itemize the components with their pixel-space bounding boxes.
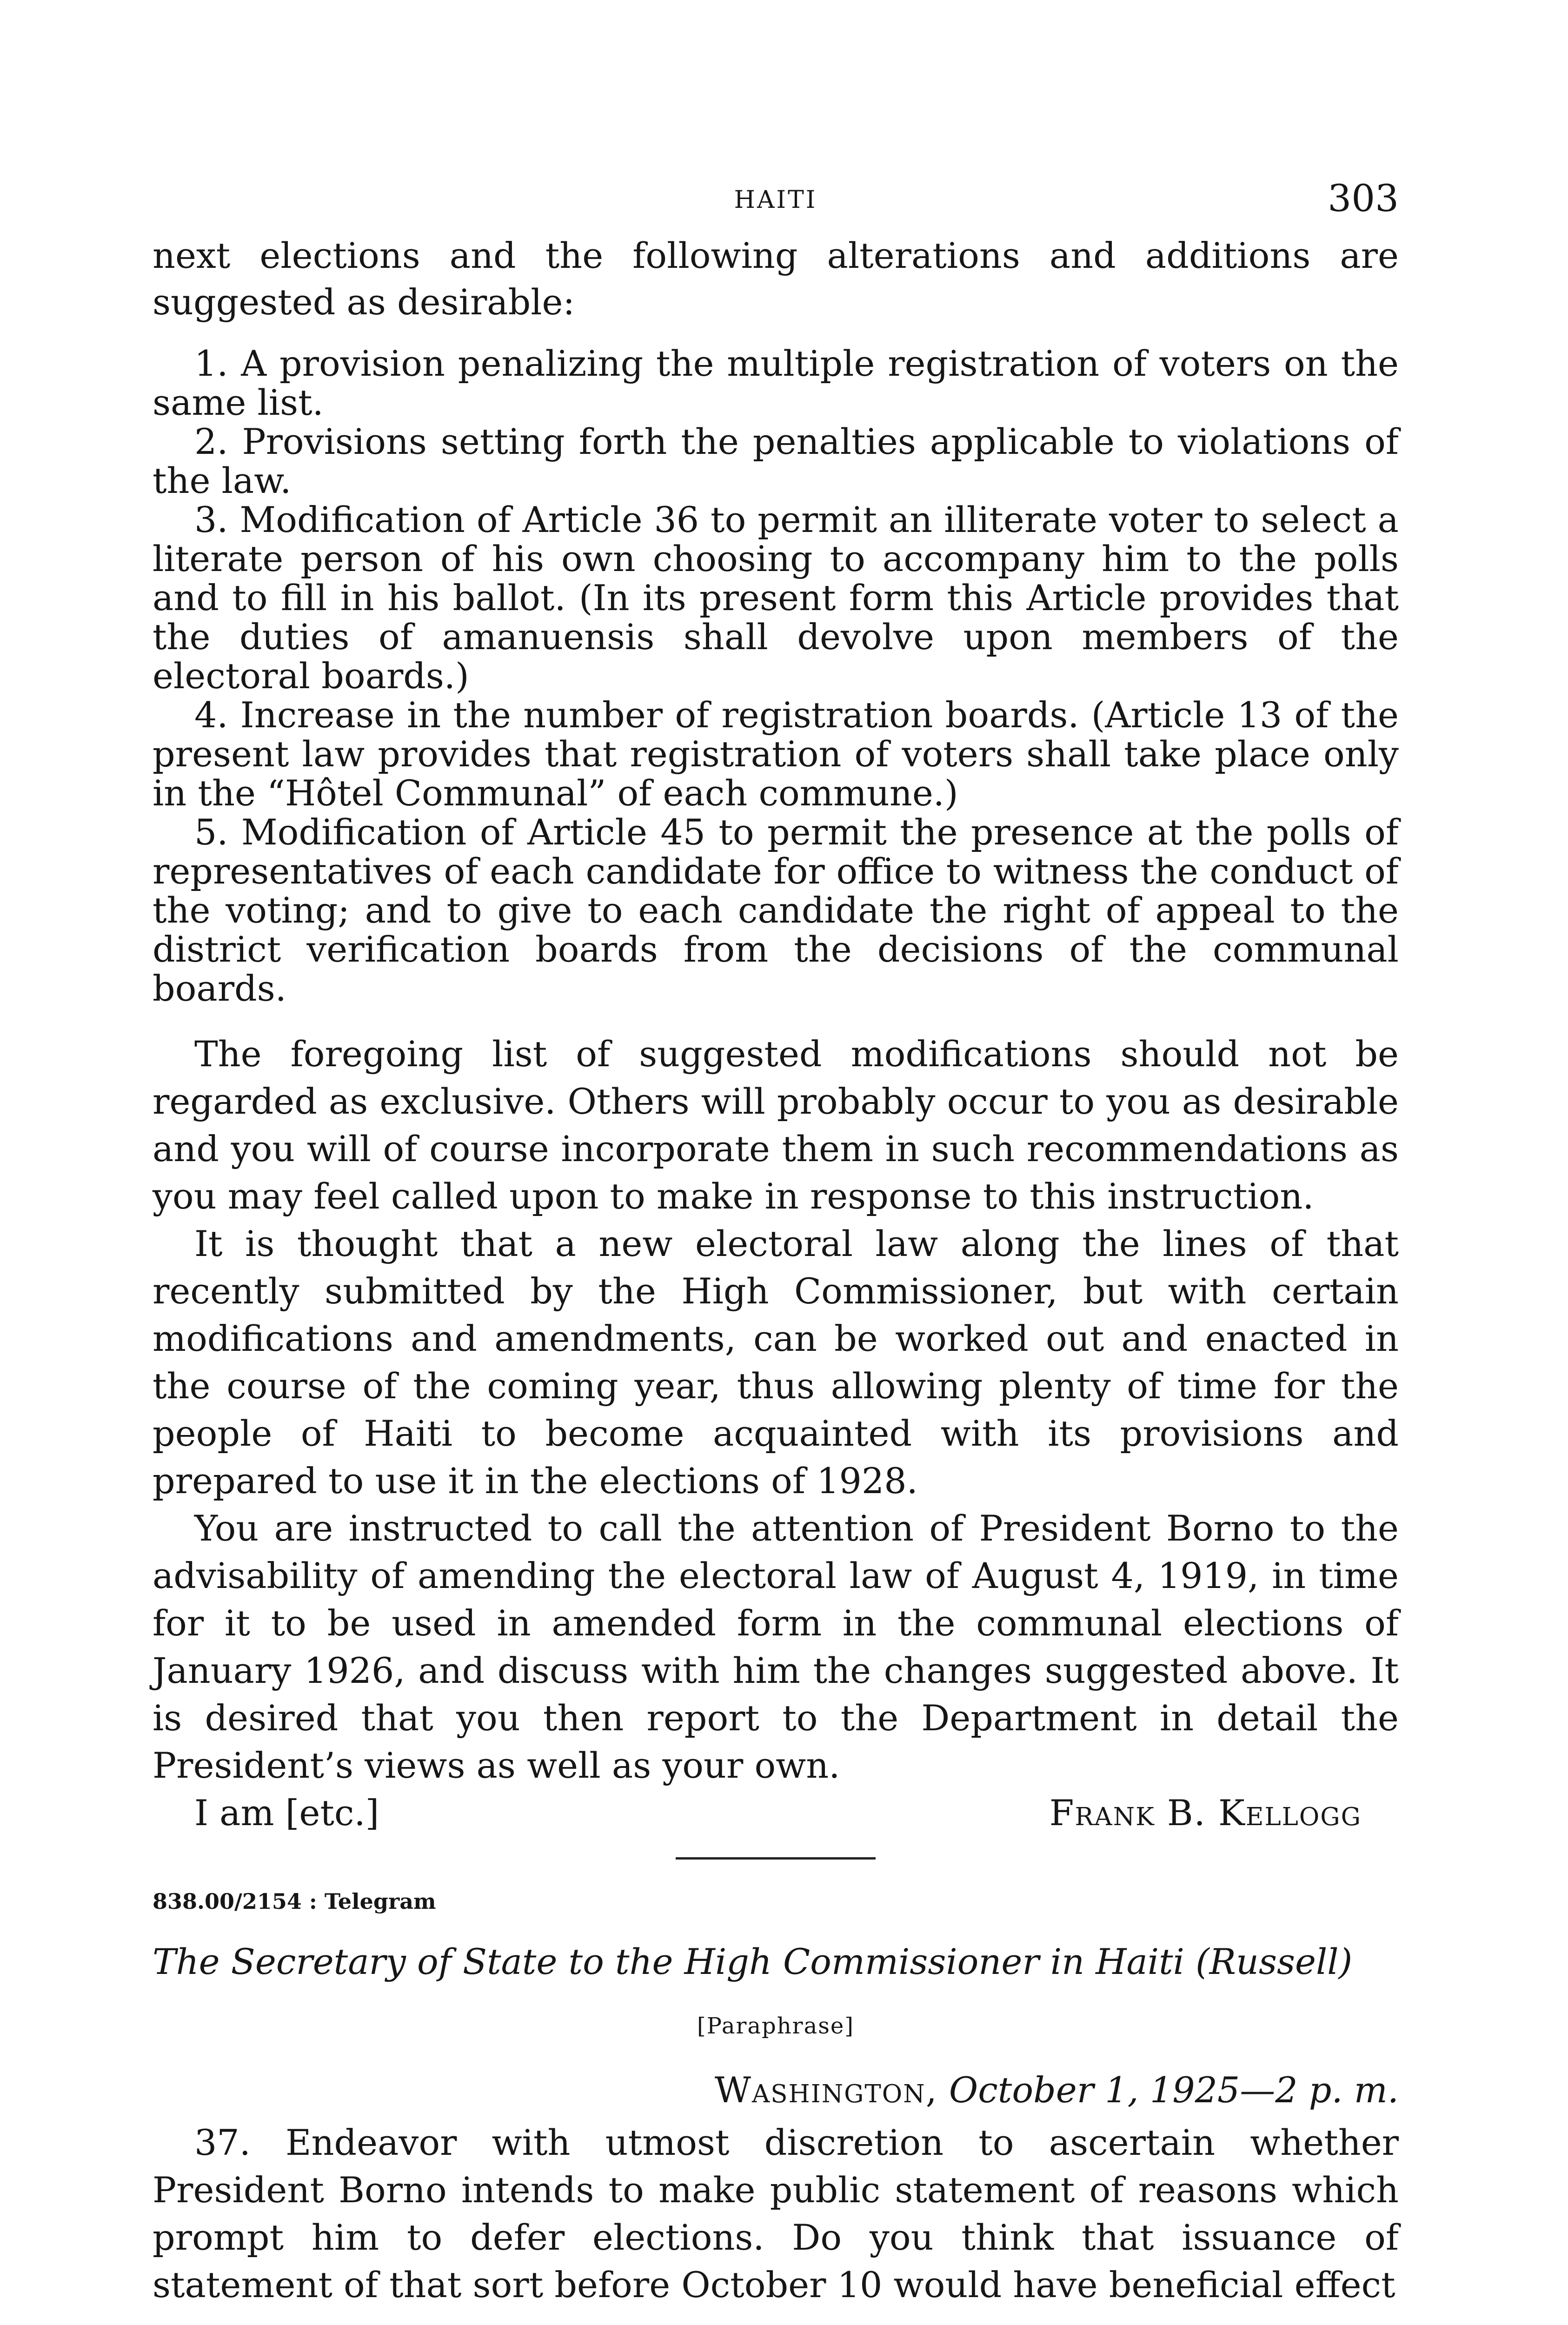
file-reference: 838.00/2154 : Telegram [153,1889,436,1914]
intro-paragraph: next elections and the following alterations and additions are suggested as desirable: [153,235,1399,323]
page-header [153,177,1399,232]
page-number: 303 [1328,177,1399,220]
dateline-place: Washington, [714,2069,938,2111]
signature: Frank B. Kellogg [1049,1792,1362,1833]
paraphrase-label: [Paraphrase] [697,2013,854,2039]
suggestion-item: 5. Modification of Article 45 to permit the presence at the polls of representatives of each candidate for office to witness the conduct of the voting; and to give to each candidate the right of appeal to the district verification boards from the decisions of the communal boards. [153,811,1399,1009]
telegram-body: 37. Endeavor with utmost discretion to ascertain whether President Borno intends to make public statement of reasons which prompt him to defer elections. Do you think that issuance of statement of that sort before October 10 would have beneficial effect [153,2122,1399,2305]
salutation: I am [etc.] [194,1792,379,1833]
running-head: HAITI [734,186,817,214]
suggestion-item: 2. Provisions setting forth the penalties applicable to violations of the law. [153,421,1399,501]
document-page [153,177,1399,2309]
dateline-date: October 1, 1925—2 p. m. [949,2069,1399,2111]
body-paragraph: You are instructed to call the attention of President Borno to the advisability of amending the electoral law of August 4, 1919, in time for it to be used in amended form in the communal elections of January 1926, and discuss with him the changes suggested above. It is desired that you then report to the Department in detail the President’s views as well as your own. [153,1508,1399,1786]
suggestion-item: 4. Increase in the number of registration boards. (Article 13 of the present law provides that registration of voters shall take place only in the “Hôtel Communal” of each commune.) [153,694,1399,814]
letter-closing [153,1789,1399,1837]
body-paragraph: The foregoing list of suggested modifications should not be regarded as exclusive. Others will probably occur to you as desirable and you will of course incorporate them in such recommendations as you may feel called upon to make in response to this instruction. [153,1033,1399,1217]
suggestion-item: 1. A provision penalizing the multiple registration of voters on the same list. [153,343,1399,423]
dateline [153,2067,1399,2113]
suggestion-item: 3. Modification of Article 36 to permit an illiterate voter to select a literate person of his own choosing to accompany him to the polls and to fill in his ballot. (In its present form this Article provides that the duties of amanuensis shall devolve upon members of the electoral boards.) [153,499,1399,697]
section-divider [676,1857,876,1860]
document-title: The Secretary of State to the High Commissioner in Haiti (Russell) [153,1941,1353,1982]
body-paragraph: It is thought that a new electoral law along the lines of that recently submitted by the High Commissioner, but with certain modifications and amendments, can be worked out and enacted in the course of the coming year, thus allowing plenty of time for the people of Haiti to become acquainted with its provisions and prepared to use it in the elections of 1928. [153,1223,1399,1501]
suggestion-list [153,344,1399,1008]
